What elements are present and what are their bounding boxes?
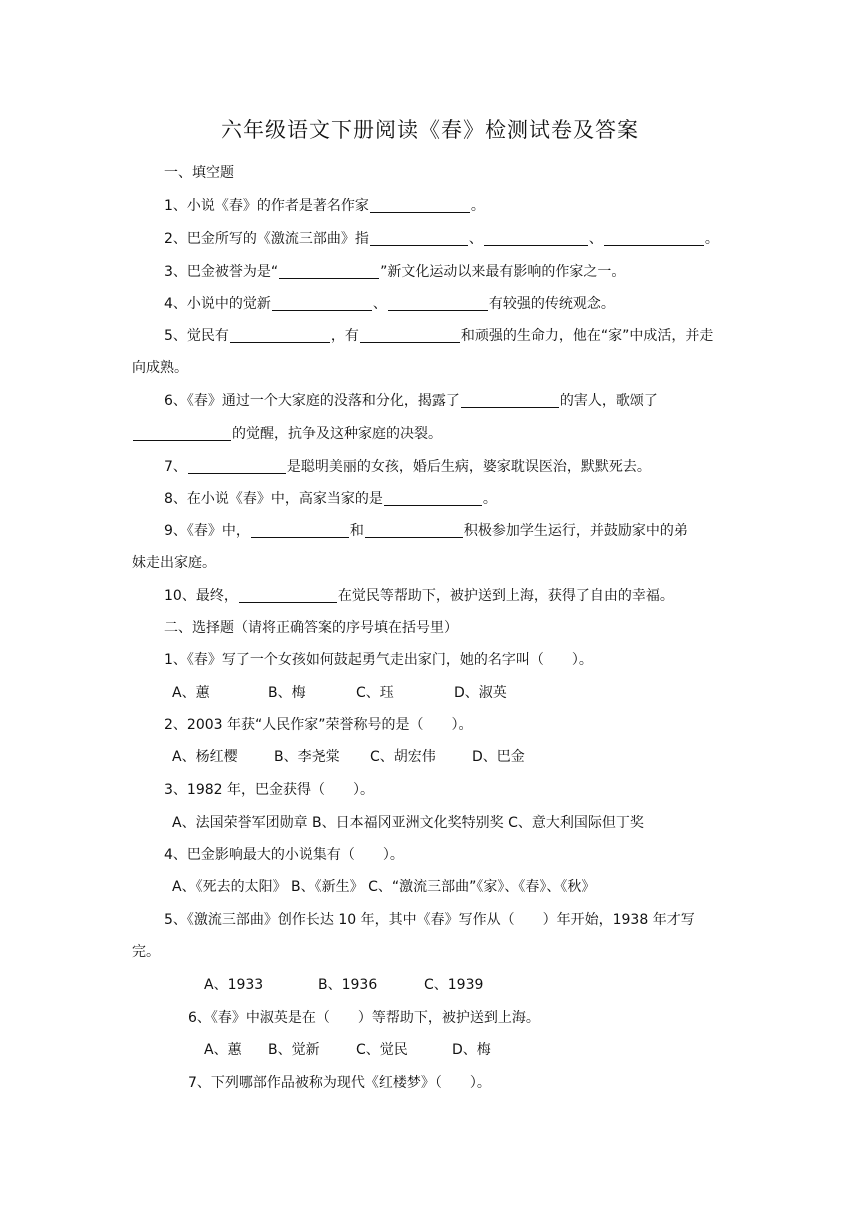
- answer-blank[interactable]: [484, 230, 588, 246]
- option-b[interactable]: B、李尧棠: [274, 749, 340, 765]
- choice-question-6: 6、《春》中淑英是在（ ）等帮助下，被护送到上海。: [188, 1010, 540, 1026]
- fill-item-4: 4、小说中的觉新 、 有较强的传统观念。: [164, 296, 615, 312]
- answer-blank[interactable]: [384, 490, 482, 506]
- option-a[interactable]: A、蕙: [172, 685, 210, 701]
- option-d[interactable]: D、淑英: [454, 685, 507, 701]
- answer-blank[interactable]: [604, 230, 704, 246]
- option-a[interactable]: A、杨红樱: [172, 749, 238, 765]
- choice-question-1: 1、《春》写了一个女孩如何鼓起勇气走出家门，她的名字叫（ ）。: [164, 652, 593, 668]
- choice-question-5: 5、《激流三部曲》创作长达 10 年，其中《春》写作从（ ）年开始，1938 年才写: [164, 912, 695, 928]
- fill-item-1: 1、小说《春》的作者是著名作家 。: [164, 198, 485, 214]
- section2-heading: 二、选择题（请将正确答案的序号填在括号里）: [164, 620, 458, 636]
- option-d[interactable]: D、梅: [452, 1042, 491, 1058]
- option-b[interactable]: B、1936: [318, 977, 378, 993]
- answer-blank[interactable]: [230, 327, 330, 343]
- fill-item-9-cont: 妹走出家庭。: [132, 555, 216, 571]
- fill-item-10: 10、最终， 在觉民等帮助下，被护送到上海，获得了自由的幸福。: [164, 588, 674, 604]
- choice-question-3: 3、1982 年，巴金获得（ ）。: [164, 782, 374, 798]
- answer-blank[interactable]: [188, 458, 286, 474]
- option-line[interactable]: A、法国荣誉军团勋章 B、日本福冈亚洲文化奖特别奖 C、意大利国际但丁奖: [172, 815, 644, 831]
- document-title: 六年级语文下册阅读《春》检测试卷及答案: [221, 118, 639, 142]
- answer-blank[interactable]: [370, 230, 468, 246]
- answer-blank[interactable]: [388, 295, 488, 311]
- fill-item-5: 5、觉民有 ，有 和顽强的生命力，他在“家”中成活，并走: [164, 328, 714, 344]
- fill-item-3: 3、巴金被誉为是“ ”新文化运动以来最有影响的作家之一。: [164, 264, 626, 280]
- option-c[interactable]: C、1939: [424, 977, 484, 993]
- option-a[interactable]: A、1933: [204, 977, 264, 993]
- answer-blank[interactable]: [461, 392, 559, 408]
- option-line[interactable]: A、《死去的太阳》 B、《新生》 C、“激流三部曲”《家》、《春》、《秋》: [172, 879, 596, 895]
- fill-item-7: 7、 是聪明美丽的女孩，婚后生病，婆家耽误医治，默默死去。: [164, 459, 651, 475]
- answer-blank[interactable]: [133, 425, 231, 441]
- fill-item-8: 8、在小说《春》中，高家当家的是 。: [164, 491, 497, 507]
- choice-question-7: 7、下列哪部作品被称为现代《红楼梦》（ ）。: [188, 1075, 491, 1091]
- choice-question-2: 2、2003 年获“人民作家”荣誉称号的是（ ）。: [164, 717, 473, 733]
- fill-item-6: 6、《春》通过一个大家庭的没落和分化，揭露了 的害人，歌颂了: [164, 393, 658, 409]
- fill-item-5-cont: 向成熟。: [132, 360, 188, 376]
- fill-item-9: 9、《春》中， 和 积极参加学生运行，并鼓励家中的弟: [164, 523, 688, 539]
- section1-heading: 一、填空题: [164, 165, 234, 181]
- choice-question-4: 4、巴金影响最大的小说集有（ ）。: [164, 847, 404, 863]
- fill-item-6-cont: 的觉醒，抗争及这种家庭的决裂。: [132, 424, 442, 444]
- option-c[interactable]: C、觉民: [356, 1042, 408, 1058]
- option-c[interactable]: C、珏: [356, 685, 394, 701]
- fill-item-2: 2、巴金所写的《激流三部曲》指 、 、 。: [164, 231, 719, 247]
- answer-blank[interactable]: [370, 197, 470, 213]
- answer-blank[interactable]: [365, 522, 463, 538]
- choice-question-5-cont: 完。: [132, 944, 160, 960]
- option-b[interactable]: B、梅: [268, 685, 306, 701]
- answer-blank[interactable]: [272, 295, 372, 311]
- option-c[interactable]: C、胡宏伟: [370, 749, 436, 765]
- answer-blank[interactable]: [360, 327, 460, 343]
- answer-blank[interactable]: [251, 522, 349, 538]
- option-b[interactable]: B、觉新: [268, 1042, 320, 1058]
- option-a[interactable]: A、蕙: [204, 1042, 242, 1058]
- option-d[interactable]: D、巴金: [472, 749, 525, 765]
- answer-blank[interactable]: [279, 263, 379, 279]
- answer-blank[interactable]: [239, 587, 337, 603]
